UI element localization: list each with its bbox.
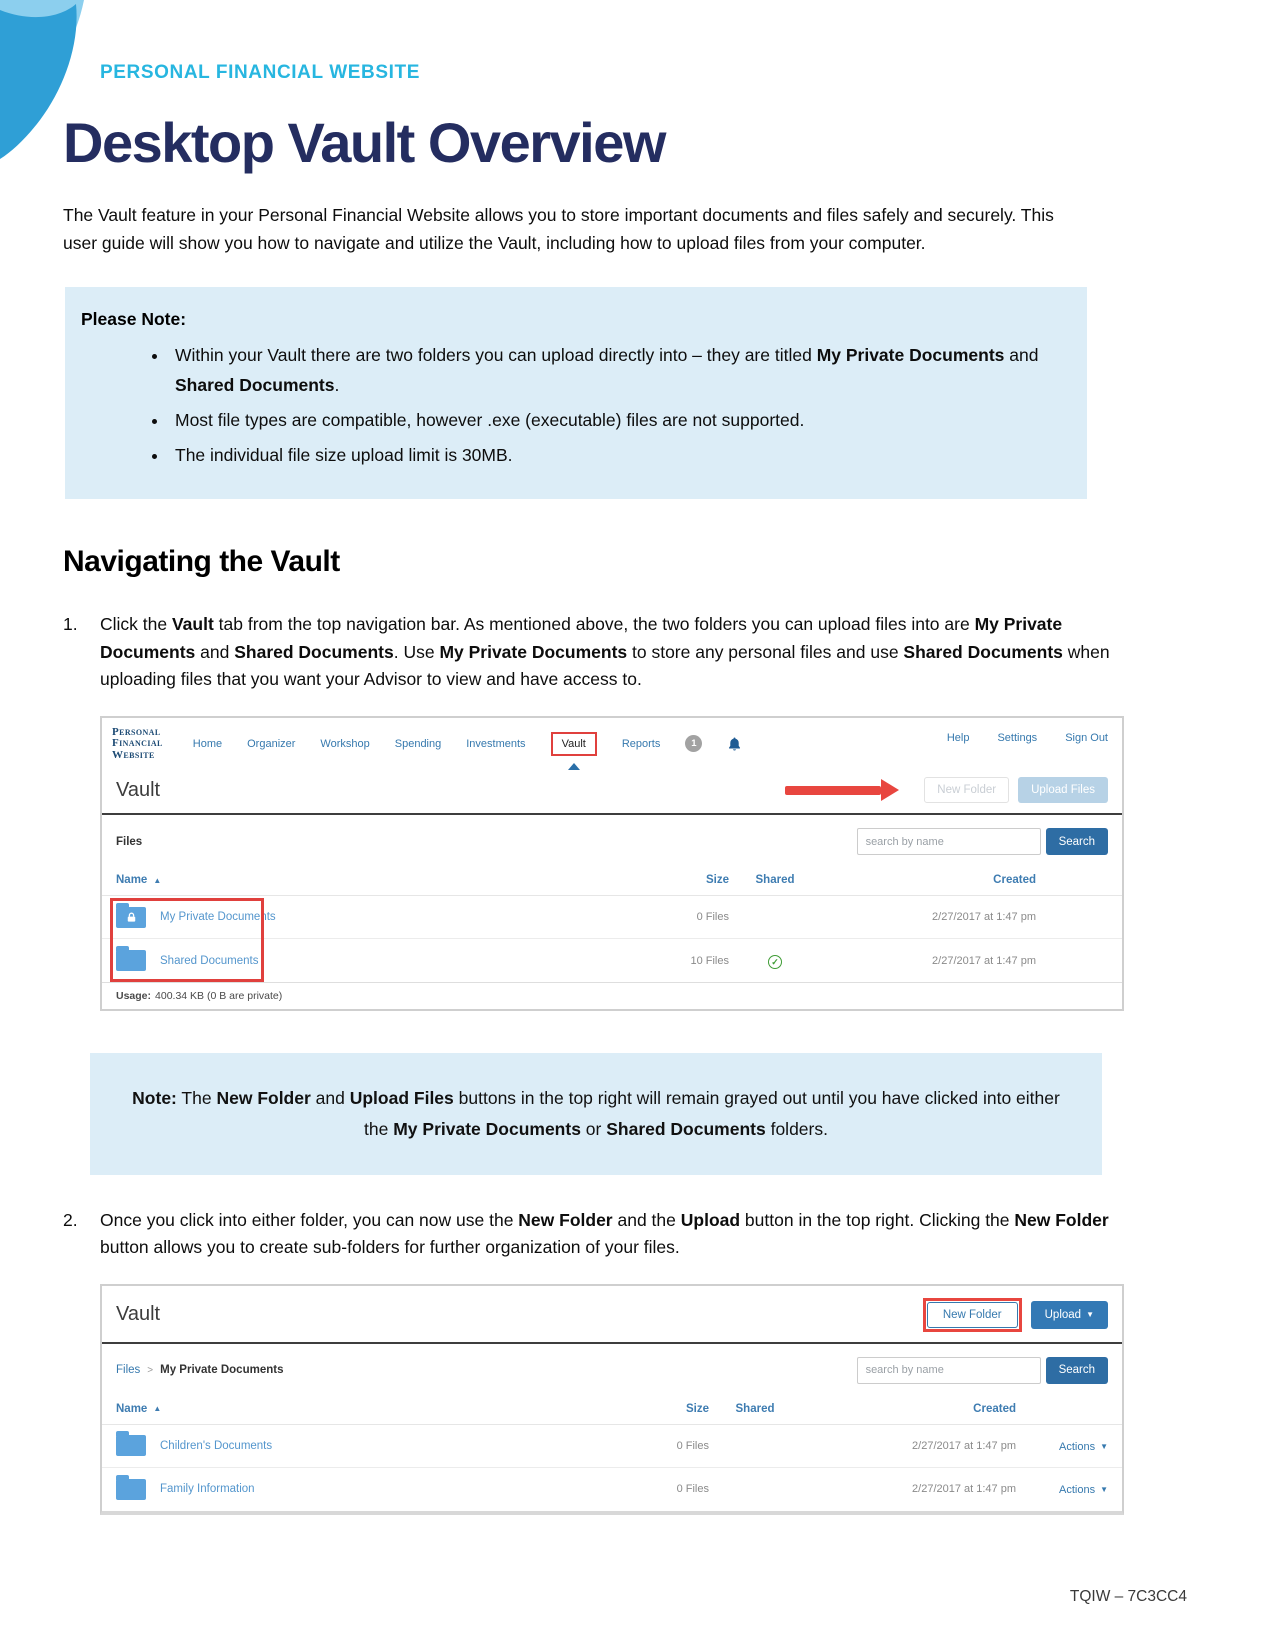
folder-name-cell — [116, 1479, 609, 1500]
nav-spending[interactable]: Spending — [394, 737, 442, 750]
private-folder-icon — [116, 907, 146, 928]
breadcrumb — [116, 1364, 283, 1376]
search-input[interactable] — [857, 1357, 1041, 1384]
folder-name-cell — [116, 950, 629, 971]
logo-line-1: Personal — [112, 725, 161, 738]
size-cell: 0 Files — [676, 1483, 709, 1496]
red-arrow-head — [881, 779, 899, 801]
search-group — [857, 1357, 1108, 1384]
nav-items — [193, 732, 743, 756]
section-heading: Navigating the Vault — [63, 545, 340, 579]
nav-utility-links — [947, 732, 1108, 744]
files-table-body — [102, 896, 1122, 982]
breadcrumb-files-link[interactable]: Files — [116, 1364, 141, 1377]
vault-title-row — [102, 1286, 1122, 1342]
size-cell: 0 Files — [676, 1439, 709, 1452]
created-cell: 2/27/2017 at 1:47 pm — [932, 911, 1036, 924]
files-label: Files — [116, 835, 143, 848]
notification-count-badge[interactable]: 1 — [685, 735, 702, 752]
screenshot-private-documents — [100, 1284, 1124, 1515]
lock-icon — [126, 912, 137, 923]
nav-sign-out[interactable]: Sign Out — [1065, 731, 1108, 744]
table-row-shared-documents[interactable] — [102, 939, 1122, 982]
files-toolbar — [102, 815, 1122, 865]
search-input[interactable] — [857, 828, 1041, 855]
red-arrow-annotation — [785, 779, 899, 801]
please-note-box — [65, 287, 1087, 499]
step-1-text: Click the Vault tab from the top navigation bar. As mentioned above, the two folders you can upload files into are My Private Documents and Shared Documents. Use My Private Documents to store any personal files and use Shared Documents when uploading files that you want your Advisor to view and have access to. — [100, 614, 1110, 690]
usage-label: Usage: — [116, 990, 152, 1003]
sort-ascending-icon: ▲ — [153, 1404, 162, 1414]
vault-title-row — [102, 777, 1122, 813]
folder-icon — [116, 1479, 146, 1500]
table-row-family-information[interactable] — [102, 1468, 1122, 1511]
step-1 — [63, 611, 1212, 693]
breadcrumb-current: My Private Documents — [160, 1364, 284, 1377]
upload-label: Upload — [1044, 1308, 1082, 1321]
folder-name-cell — [116, 907, 629, 928]
files-table-body — [102, 1425, 1122, 1511]
folder-icon — [116, 950, 146, 971]
bell-icon[interactable] — [727, 736, 742, 752]
search-button[interactable]: Search — [1046, 828, 1108, 855]
corner-swoosh-graphic — [0, 0, 112, 168]
breadcrumb-toolbar — [102, 1344, 1122, 1394]
folder-name-cell — [116, 1435, 609, 1456]
name-header-label: Name — [116, 1402, 148, 1415]
column-header-shared[interactable]: Shared — [755, 874, 795, 887]
new-folder-button-disabled[interactable]: New Folder — [924, 777, 1009, 803]
document-title: Desktop Vault Overview — [63, 111, 665, 174]
caret-down-icon: ▼ — [1100, 1485, 1108, 1495]
new-folder-button[interactable]: New Folder — [927, 1302, 1018, 1328]
nav-investments[interactable]: Investments — [466, 737, 526, 750]
column-header-size[interactable]: Size — [685, 1402, 709, 1415]
step-2 — [63, 1207, 1212, 1262]
vault-page-title: Vault — [116, 778, 161, 801]
vault-active-indicator-icon — [568, 763, 580, 770]
note-bullet-3: • The individual file size upload limit is 30MB. — [169, 440, 1063, 470]
nav-help[interactable]: Help — [946, 731, 970, 744]
note-box-grayed-buttons: Note: The New Folder and Upload Files buttons in the top right will remain grayed out until you have clicked into either the My Private Documents or Shared Documents folders. — [90, 1053, 1102, 1174]
nav-vault-label: Vault — [561, 737, 586, 750]
please-note-list — [81, 340, 1063, 470]
size-cell: 0 Files — [696, 911, 729, 924]
actions-dropdown[interactable] — [1059, 1484, 1108, 1496]
name-header-label: Name — [116, 874, 148, 887]
shared-cell — [729, 952, 821, 970]
brand-header: PERSONAL FINANCIAL WEBSITE — [100, 62, 420, 83]
files-table-header — [102, 1394, 1122, 1425]
vault-page-title: Vault — [116, 1303, 161, 1326]
note-bullet-2: • Most file types are compatible, however .exe (executable) files are not supported. — [169, 405, 1063, 435]
vault-title-actions — [785, 777, 1108, 803]
folder-icon — [116, 1435, 146, 1456]
top-navigation-bar — [102, 718, 1122, 778]
caret-down-icon: ▼ — [1086, 1309, 1094, 1319]
column-header-name[interactable] — [116, 1403, 609, 1415]
upload-button[interactable] — [1031, 1301, 1108, 1329]
folder-link[interactable]: Children's Documents — [160, 1439, 273, 1452]
usage-value: 400.34 KB (0 B are private) — [155, 990, 283, 1003]
shared-check-icon: ✓ — [768, 955, 782, 969]
logo-line-2: Financial — [112, 737, 163, 750]
please-note-title: Please Note: — [81, 309, 187, 329]
created-cell: 2/27/2017 at 1:47 pm — [912, 1483, 1016, 1496]
nav-organizer[interactable]: Organizer — [247, 737, 296, 750]
nav-settings[interactable]: Settings — [997, 731, 1038, 744]
folder-link[interactable]: My Private Documents — [160, 911, 276, 924]
folder-link[interactable]: Family Information — [160, 1483, 255, 1496]
caret-down-icon: ▼ — [1100, 1441, 1108, 1451]
actions-label: Actions — [1059, 1484, 1096, 1497]
column-header-created[interactable]: Created — [993, 874, 1036, 887]
intro-paragraph: The Vault feature in your Personal Financial Website allows you to store important documents and files safely and securely. This user guide will show you how to navigate and utilize the Vault, including how to upload files from your computer. — [63, 205, 1054, 253]
red-arrow-shaft — [785, 786, 881, 795]
nav-vault-active[interactable] — [551, 732, 597, 756]
step-2-number: 2. — [63, 1209, 78, 1230]
breadcrumb-separator: > — [147, 1364, 154, 1376]
vault-title-actions — [923, 1298, 1108, 1332]
nav-reports[interactable]: Reports — [621, 737, 661, 750]
logo-line-3: Website — [112, 748, 155, 761]
search-button[interactable]: Search — [1046, 1357, 1108, 1384]
document-code: TQIW – 7C3CC4 — [1069, 1588, 1187, 1605]
screenshot-vault-root — [100, 716, 1124, 1012]
created-cell: 2/27/2017 at 1:47 pm — [912, 1439, 1016, 1452]
actions-cell — [1016, 1480, 1108, 1498]
step-1-number: 1. — [63, 614, 78, 635]
red-highlight-box — [923, 1298, 1022, 1332]
folder-link[interactable]: Shared Documents — [160, 954, 259, 967]
nav-home[interactable]: Home — [192, 737, 223, 750]
search-group — [857, 828, 1108, 855]
created-cell: 2/27/2017 at 1:47 pm — [932, 954, 1036, 967]
actions-label: Actions — [1059, 1440, 1096, 1453]
sort-ascending-icon: ▲ — [153, 875, 162, 885]
note-bullet-1: • Within your Vault there are two folders you can upload directly into – they are titled My Private Documents and Shared Documents. — [169, 340, 1063, 400]
nav-workshop[interactable]: Workshop — [320, 737, 370, 750]
files-table-header — [102, 865, 1122, 896]
step-2-text: Once you click into either folder, you can now use the New Folder and the Upload button in the top right. Clicking the New Folder button allows you to create sub-folders for further organization of your files. — [100, 1209, 1109, 1258]
table-row-childrens-documents[interactable] — [102, 1425, 1122, 1468]
table-row-my-private-documents[interactable] — [102, 896, 1122, 939]
column-header-shared[interactable]: Shared — [735, 1402, 775, 1415]
actions-dropdown[interactable] — [1059, 1441, 1108, 1453]
column-header-size[interactable]: Size — [705, 874, 729, 887]
column-header-name[interactable] — [116, 874, 629, 886]
upload-files-button-disabled[interactable]: Upload Files — [1018, 777, 1108, 803]
column-header-created[interactable]: Created — [973, 1402, 1016, 1415]
size-cell: 10 Files — [690, 954, 729, 967]
pfw-logo — [112, 727, 163, 762]
actions-cell — [1016, 1437, 1108, 1455]
usage-footer — [102, 982, 1122, 1009]
